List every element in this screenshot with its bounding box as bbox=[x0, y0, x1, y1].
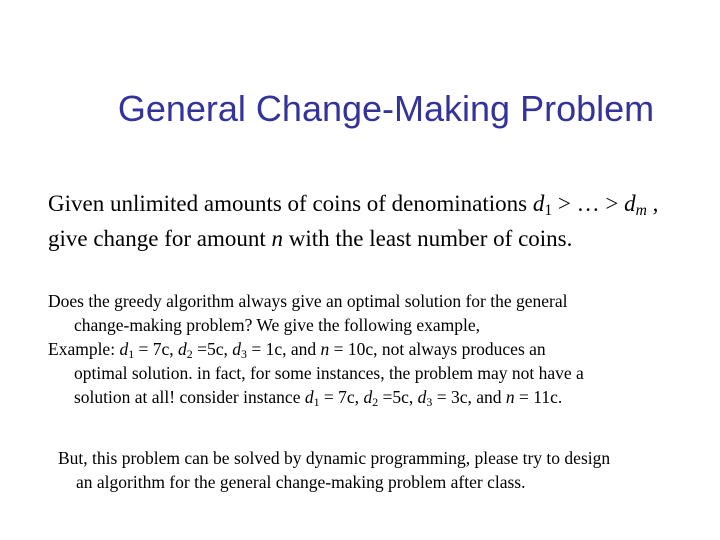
problem-line-2 bbox=[48, 221, 658, 256]
var-d: d bbox=[178, 339, 187, 359]
greedy-question bbox=[48, 289, 584, 409]
example-line bbox=[48, 337, 584, 361]
text-segment: = 11c. bbox=[514, 387, 563, 407]
var-d: d bbox=[532, 191, 545, 216]
example-line-2: optimal solution. in fact, for some instances, the problem may not have a bbox=[74, 363, 584, 383]
dp-line-1: But, this problem can be solved by dynamic programming, please try to design bbox=[58, 448, 611, 468]
dp-note bbox=[58, 446, 610, 494]
slide-title: General Change-Making Problem bbox=[117, 88, 655, 129]
subscript-2: 2 bbox=[372, 394, 379, 409]
problem-line-1 bbox=[48, 186, 658, 221]
var-n: n bbox=[271, 226, 284, 251]
dp-line-2: an algorithm for the general change-making problem after class. bbox=[76, 472, 526, 492]
text-segment: Given unlimited amounts of coins of denominations bbox=[48, 191, 533, 216]
problem-statement bbox=[48, 186, 658, 256]
text-segment: = 10c, not always produces an bbox=[329, 339, 546, 359]
var-d: d bbox=[304, 387, 314, 407]
text-segment: = 7c, bbox=[134, 339, 179, 359]
var-n: n bbox=[505, 387, 515, 407]
text-segment: = 3c, and bbox=[432, 387, 506, 407]
var-d: d bbox=[119, 339, 129, 359]
example-line-3 bbox=[48, 385, 584, 409]
text-segment: =5c, bbox=[378, 387, 418, 407]
text-segment: = 7c, bbox=[319, 387, 364, 407]
question-line-2: change-making problem? We give the following example, bbox=[74, 315, 480, 335]
text-segment: > … > bbox=[552, 191, 625, 216]
subscript-2: 2 bbox=[186, 346, 193, 361]
text-segment: , bbox=[646, 191, 659, 216]
subscript-1: 1 bbox=[544, 201, 553, 219]
example-label: Example: bbox=[48, 339, 120, 359]
subscript-3: 3 bbox=[241, 346, 247, 361]
text-segment: solution at all! consider instance bbox=[74, 387, 305, 407]
var-d: d bbox=[417, 387, 427, 407]
var-d: d bbox=[363, 387, 373, 407]
var-d: d bbox=[232, 339, 241, 359]
subscript-1: 1 bbox=[128, 346, 135, 361]
subscript-3: 3 bbox=[426, 394, 433, 409]
question-line-1: Does the greedy algorithm always give an optimal solution for the general bbox=[48, 291, 568, 311]
var-n: n bbox=[320, 339, 330, 359]
var-d: d bbox=[624, 191, 636, 216]
text-segment: =5c, bbox=[192, 339, 233, 359]
subscript-m: m bbox=[635, 201, 647, 219]
subscript-1: 1 bbox=[313, 394, 320, 409]
text-segment: = 1c, and bbox=[246, 339, 321, 359]
text-segment: give change for amount bbox=[48, 226, 272, 251]
text-segment: with the least number of coins. bbox=[283, 226, 573, 251]
